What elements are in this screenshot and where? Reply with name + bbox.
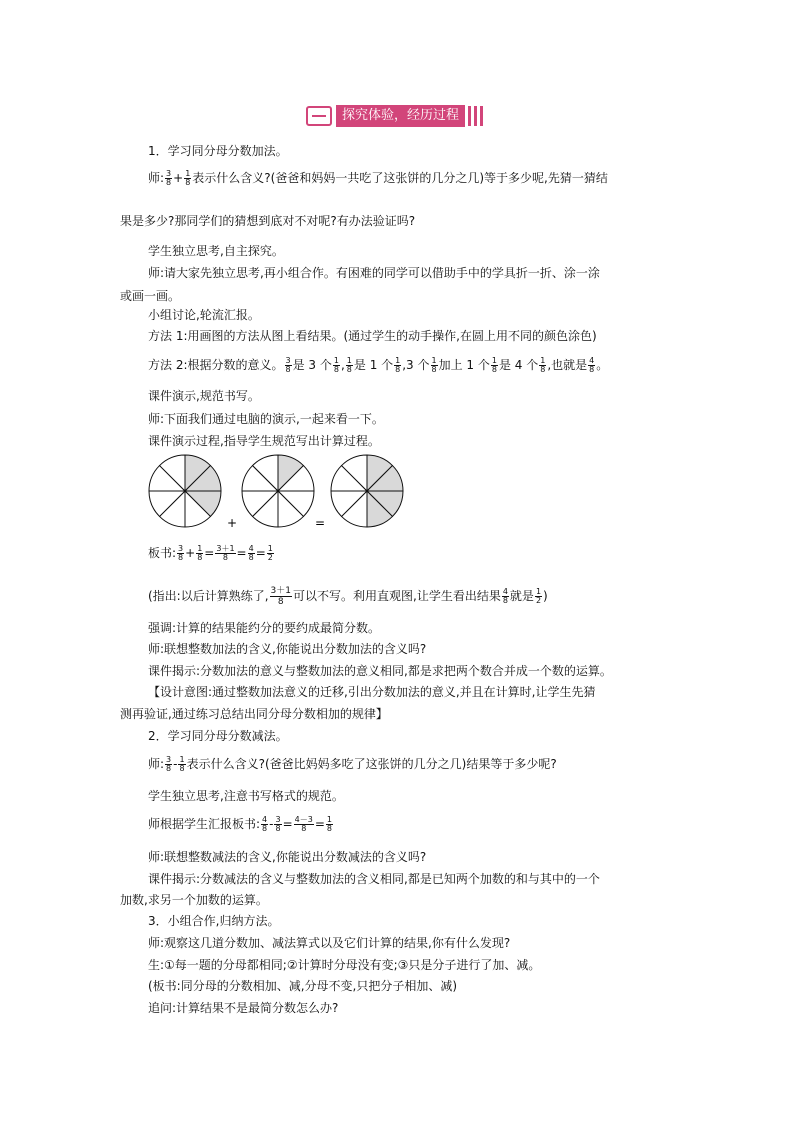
paragraph: 学生独立思考,自主探究。 (148, 244, 284, 258)
section-number-box (306, 106, 332, 126)
fraction: $\frac{3}{8}$ (166, 169, 172, 187)
paragraph: 小组讨论,轮流汇报。 (148, 308, 260, 322)
paragraph: 方法 2:根据分数的意义。 $\frac{3}{8}$ 是 3 个 $\frac{1}{8}$ , $\frac{1}{8}$ 是 1 个 $\frac{1}{8}$ ,3 个 $\frac{1}{8}$ 加上 1 个 $\frac{1}{8}$ 是 4 个 $\frac{1}{8}$ ,也就是 $\frac{4}{8}$ 。 (148, 356, 609, 374)
paragraph: 课件揭示:分数减法的含义与整数加法的含义相同,都是已知两个加数的和与其中的一个 (148, 872, 600, 886)
banner-stripe (480, 106, 483, 126)
pie-one-eighth (242, 455, 314, 527)
paragraph: 追问:计算结果不是最简分数怎么办? (148, 1001, 339, 1015)
board-subtraction: 师根据学生汇报板书: $\frac{4}{8}$ - $\frac{3}{8}$ = $\frac{4-3}{8}$ = $\frac{1}{8}$ (148, 815, 332, 833)
banner-stripe (474, 106, 477, 126)
paragraph: 果是多少?那同学们的猜想到底对不对呢?有办法验证吗? (120, 214, 416, 228)
heading-summary: 3．小组合作,归纳方法。 (148, 914, 280, 928)
paragraph: 课件揭示:分数加法的意义与整数加法的意义相同,都是求把两个数合并成一个数的运算。 (148, 664, 612, 678)
section-title: 探究体验，经历过程 (336, 105, 465, 127)
pie-diagrams (146, 453, 416, 533)
design-note: 测再验证,通过练习总结出同分母分数相加的规律】 (120, 707, 388, 721)
plus-sign: + (226, 516, 238, 530)
board-addition: 板书: $\frac{3}{8}$ + $\frac{1}{8}$ = $\frac{3+1}{8}$ = $\frac{4}{8}$ = $\frac{1}{2}$ (148, 544, 273, 562)
pie-three-eighths (149, 455, 221, 527)
heading-subtraction: 2．学习同分母分数减法。 (148, 729, 288, 743)
paragraph: 师: $\frac{3}{8}$ + $\frac{1}{8}$ 表示什么含义?(爸爸和妈妈一共吃了这张饼的几分之几)等于多少呢,先猜一猜结 (148, 169, 608, 187)
paragraph: 方法 1:用画图的方法从图上看结果。(通过学生的动手操作,在圆上用不同的颜色涂色) (148, 329, 597, 343)
heading-addition: 1．学习同分母分数加法。 (148, 144, 288, 158)
banner-stripe (468, 106, 471, 126)
section-banner (306, 104, 520, 128)
pie-four-eighths (331, 455, 403, 527)
paragraph: 强调:计算的结果能约分的要约成最简分数。 (148, 621, 381, 635)
paragraph: (指出:以后计算熟练了, $\frac{3+1}{8}$ 可以不写。利用直观图,让学生看出结果 $\frac{4}{8}$ 就是 $\frac{1}{2}$ ) (148, 586, 548, 607)
paragraph: 课件演示,规范书写。 (148, 389, 260, 403)
paragraph: 课件演示过程,指导学生规范写出计算过程。 (148, 434, 380, 448)
paragraph: (板书:同分母的分数相加、减,分母不变,只把分子相加、减) (148, 979, 458, 993)
paragraph: 师:联想整数加法的含义,你能说出分数加法的含义吗? (148, 642, 427, 656)
design-note: 【设计意图:通过整数加法意义的迁移,引出分数加法的意义,并且在计算时,让学生先猜 (148, 685, 596, 699)
paragraph: 加数,求另一个加数的运算。 (120, 893, 268, 907)
fraction: $\frac{1}{8}$ (185, 169, 191, 187)
paragraph: 师:观察这几道分数加、减法算式以及它们计算的结果,你有什么发现? (148, 936, 511, 950)
paragraph: 师:下面我们通过电脑的演示,一起来看一下。 (148, 412, 384, 426)
paragraph: 师: $\frac{3}{8}$ - $\frac{1}{8}$ 表示什么含义?(爸爸比妈妈多吃了这张饼的几分之几)结果等于多少呢? (148, 755, 557, 773)
paragraph: 师:联想整数减法的含义,你能说出分数减法的含义吗? (148, 850, 427, 864)
paragraph: 学生独立思考,注意书写格式的规范。 (148, 789, 344, 803)
equals-sign: = (314, 516, 326, 530)
paragraph: 生:①每一题的分母都相同;②计算时分母没有变;③只是分子进行了加、减。 (148, 958, 541, 972)
paragraph: 师:请大家先独立思考,再小组合作。有困难的同学可以借助手中的学具折一折、涂一涂 (148, 266, 600, 280)
paragraph: 或画一画。 (120, 289, 181, 303)
